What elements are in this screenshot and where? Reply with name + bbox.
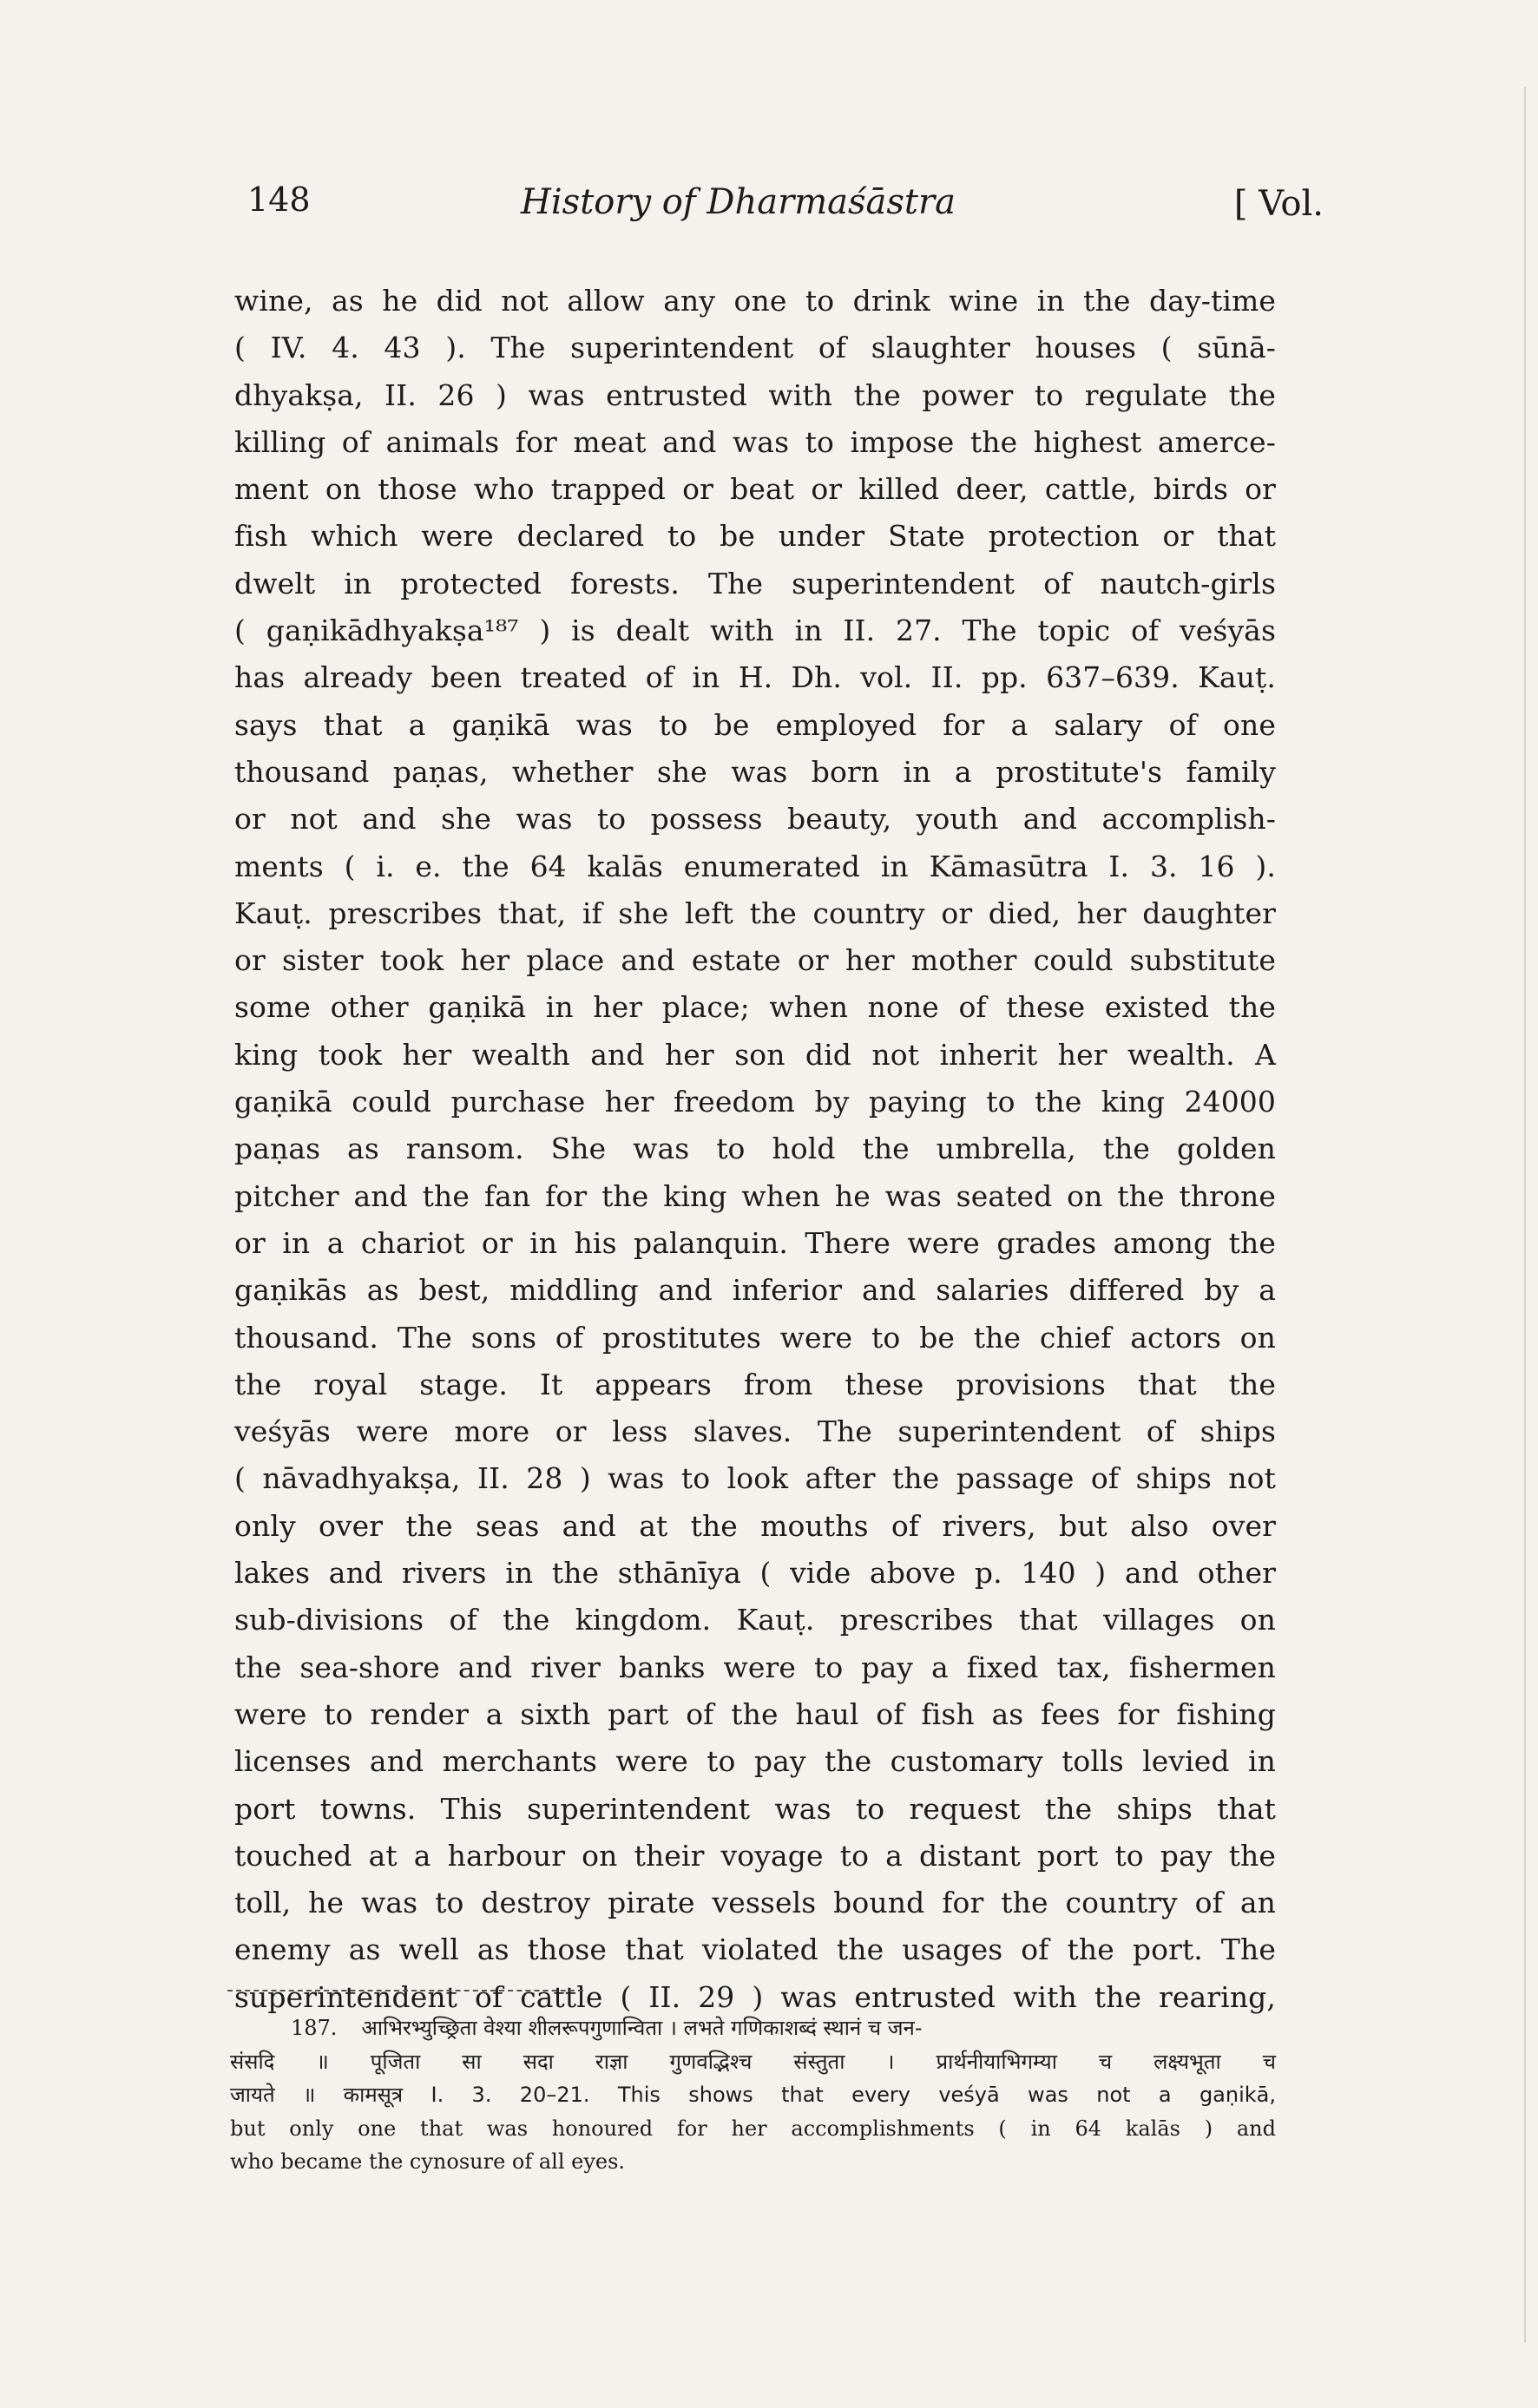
text-line: were to render a sixth part of the haul of fish as fees for fishing: [234, 1696, 1276, 1731]
text-line: dwelt in protected forests. The superintendent of nautch-girls: [234, 566, 1276, 600]
text-line: lakes and rivers in the sthānīya ( vide above p. 140 ) and other: [234, 1556, 1276, 1591]
text-line: or sister took her place and estate or her mother could substitute: [234, 943, 1276, 978]
text-line: ment on those who trapped or beat or killed deer, cattle, birds or: [234, 472, 1276, 507]
text-line: ments ( i. e. the 64 kalās enumerated in Kāmasūtra I. 3. 16 ).: [234, 849, 1276, 883]
page-edge-line: [1524, 87, 1526, 2343]
text-line: or not and she was to possess beauty, youth and accomplish-: [234, 802, 1276, 837]
footnote-rule: [227, 1990, 583, 1991]
main-text: [234, 278, 1276, 2021]
text-line: the sea-shore and river banks were to pay a fixed tax, fishermen: [234, 1650, 1276, 1684]
page-number: 148: [247, 180, 311, 219]
text-line: dhyakṣa, II. 26 ) was entrusted with the power to regulate the: [234, 377, 1276, 412]
text-line: superintendent of cattle ( II. 29 ) was entrusted with the rearing,: [234, 1979, 1276, 2014]
text-line: gaṇikā could purchase her freedom by paying to the king 24000: [234, 1085, 1276, 1119]
text-line: thousand paṇas, whether she was born in a prostitute's family: [234, 754, 1276, 789]
footnote-line: but only one that was honoured for her accomplishments ( in 64 kalās ) and: [230, 2116, 1276, 2141]
running-title: History of Dharmaśāstra: [521, 182, 956, 222]
footnote-text: आभिरभ्युच्छ्रिता वेश्या शीलरूपगुणान्विता । लभते गणिकाशब्दं स्थानं च जन-: [361, 2016, 923, 2040]
text-line: enemy as well as those that violated the usages of the port. The: [234, 1932, 1276, 1967]
text-line: paṇas as ransom. She was to hold the umbrella, the golden: [234, 1132, 1276, 1166]
volume-mark: [ Vol.: [1233, 184, 1324, 224]
text-line: or in a chariot or in his palanquin. There were grades among the: [234, 1225, 1276, 1260]
text-line: ( gaṇikādhyakṣa¹⁸⁷ ) is dealt with in II. 27. The topic of veśyās: [234, 613, 1276, 648]
text-line: the royal stage. It appears from these provisions that the: [234, 1367, 1276, 1401]
text-line: thousand. The sons of prostitutes were to be the chief actors on: [234, 1320, 1276, 1355]
text-line: fish which were declared to be under State protection or that: [234, 519, 1276, 554]
text-line: says that a gaṇikā was to be employed for a salary of one: [234, 707, 1276, 742]
text-line: touched at a harbour on their voyage to a distant port to pay the: [234, 1838, 1276, 1873]
text-line: licenses and merchants were to pay the customary tolls levied in: [234, 1744, 1276, 1779]
text-line: port towns. This superintendent was to request the ships that: [234, 1791, 1276, 1826]
text-line: sub-divisions of the kingdom. Kauṭ. prescribes that villages on: [234, 1603, 1276, 1637]
footnote-line: संसदि ॥ पूजिता सा सदा राज्ञा गुणवद्भिश्च संस्तुता । प्रार्थनीयाभिगम्या च लक्ष्यभूता च: [230, 2049, 1276, 2074]
text-line: ( IV. 4. 43 ). The superintendent of slaughter houses ( sūnā-: [234, 331, 1276, 365]
text-line: some other gaṇikā in her place; when none of these existed the: [234, 990, 1276, 1025]
text-line: has already been treated of in H. Dh. vol. II. pp. 637–639. Kauṭ.: [234, 660, 1276, 695]
footnote-number: 187.: [291, 2016, 338, 2040]
footnote-line: who became the cynosure of all eyes.: [230, 2149, 626, 2174]
text-line: king took her wealth and her son did not inherit her wealth. A: [234, 1037, 1276, 1072]
footnote-line: [230, 2011, 1276, 2045]
text-line: veśyās were more or less slaves. The superintendent of ships: [234, 1414, 1276, 1449]
page-header: [247, 180, 1324, 233]
footnote: [230, 2011, 1276, 2179]
text-line: only over the seas and at the mouths of rivers, but also over: [234, 1508, 1276, 1543]
footnote-line: जायते ॥ कामसूत्र I. 3. 20–21. This shows that every veśyā was not a gaṇikā,: [230, 2083, 1276, 2107]
text-line: wine, as he did not allow any one to drink wine in the day-time: [234, 284, 1276, 318]
text-line: gaṇikās as best, middling and inferior and salaries differed by a: [234, 1273, 1276, 1308]
text-line: Kauṭ. prescribes that, if she left the country or died, her daughter: [234, 896, 1276, 930]
text-line: ( nāvadhyakṣa, II. 28 ) was to look after the passage of ships not: [234, 1461, 1276, 1496]
text-line: pitcher and the fan for the king when he was seated on the throne: [234, 1178, 1276, 1213]
text-line: toll, he was to destroy pirate vessels bound for the country of an: [234, 1886, 1276, 1920]
text-line: killing of animals for meat and was to impose the highest amerce-: [234, 424, 1276, 459]
